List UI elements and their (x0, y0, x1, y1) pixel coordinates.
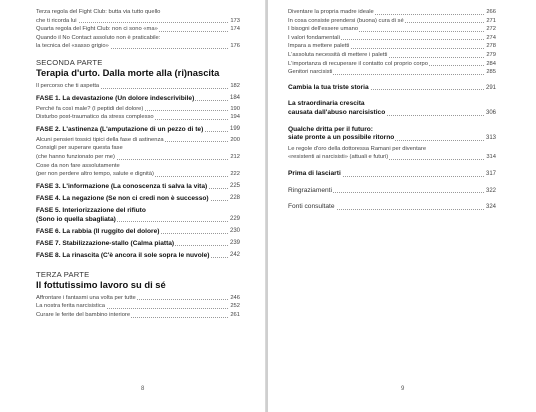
toc-entry-text: Cambia la tua triste storia (288, 83, 369, 91)
toc-entry (288, 60, 496, 69)
toc-entry (288, 51, 496, 60)
toc-chapter (36, 94, 240, 103)
toc-section (288, 100, 496, 117)
toc-entry-text: Qualche dritta per il futuro: (288, 125, 373, 133)
toc-entry (36, 153, 240, 162)
toc-entry-page: 285 (486, 69, 496, 76)
toc-entry (36, 113, 240, 122)
toc-entry-text: In cosa consiste prendersi (buona) cura di sé (288, 17, 404, 24)
toc-entry-text: Impara a mettere paletti (288, 43, 350, 50)
toc-line (288, 109, 496, 118)
toc-entry-text: che ti ricorda lui (36, 17, 77, 24)
toc-line (288, 153, 496, 162)
toc-entry (288, 17, 496, 26)
toc-entry-page: 242 (229, 251, 240, 258)
toc-line (288, 126, 496, 135)
toc-entry-page: 190 (230, 105, 240, 112)
toc-entry-page: 252 (230, 303, 240, 310)
toc-chapter (36, 239, 240, 248)
toc-line (288, 203, 496, 212)
toc-entry (36, 17, 240, 26)
toc-entry-text: Il percorso che ti aspetta (36, 82, 100, 89)
toc-chapter (36, 182, 240, 191)
part-label: SECONDA PARTE (36, 57, 103, 67)
toc-entry-text: FASE 1. La devastazione (Un dolore indescrivibile) (36, 94, 195, 102)
toc-entry-text: (che hanno funzionato per me) (36, 153, 115, 160)
toc-entry (36, 82, 240, 91)
toc-entry-text: FASE 6. La rabbia (Il ruggito del dolore) (36, 227, 160, 235)
toc-entry (36, 34, 240, 43)
toc-entry-text: Disturbo post-traumatico da stress complesso (36, 114, 154, 121)
toc-entry-page: 176 (230, 43, 240, 50)
toc-chapter (36, 251, 240, 260)
toc-section (288, 126, 496, 143)
toc-entry-page: 317 (485, 170, 496, 177)
toc-entry-text: Terza regola del Fight Club: butta via tutto quello (36, 9, 161, 15)
toc-entry-text: Quarta regola del Fight Club: non ci sono «ma» (36, 26, 158, 33)
toc-subsection (288, 145, 496, 162)
toc-entry-text: Perché fa così male? (I peptidi del dolore) (36, 105, 144, 112)
toc-entry (36, 170, 240, 179)
toc-entry-text: L'assoluta necessità di mettere i paletti (288, 51, 388, 58)
toc-entry-page: 272 (486, 26, 496, 33)
page-number: 8 (141, 386, 145, 392)
toc-line (288, 100, 496, 109)
toc-entry-text: La straordinaria crescita (288, 100, 365, 108)
toc-entry-page: 274 (486, 34, 496, 41)
toc-entry-text: La nostra ferita narcisistica (36, 303, 105, 310)
toc-entry-text: siate pronte a un possibile ritorno (288, 134, 395, 142)
toc-entry (288, 34, 496, 43)
toc-entry (36, 294, 240, 303)
toc-entry-text: FASE 5. Interiorizzazione del rifiuto (36, 206, 146, 214)
toc-entry-page: 261 (230, 311, 240, 318)
toc-entry-page: 284 (486, 60, 496, 67)
toc-section (288, 170, 496, 179)
left-toc (36, 8, 240, 320)
toc-entry-page: 266 (486, 9, 496, 15)
toc-entry-page: 239 (229, 239, 240, 246)
toc-entry (288, 25, 496, 34)
toc-entry-page: 199 (229, 125, 240, 132)
toc-entry-page: 230 (229, 227, 240, 234)
toc-entry-page: 313 (485, 135, 496, 142)
toc-entry (36, 136, 240, 145)
toc-chapter (36, 215, 240, 224)
toc-entry (36, 25, 240, 34)
toc-entry-page: 212 (230, 153, 240, 160)
part-label: TERZA PARTE (36, 269, 90, 279)
part-title: Il fottutissimo lavoro su di sé (36, 278, 166, 290)
toc-entry (36, 162, 240, 171)
page-number: 9 (401, 386, 405, 392)
toc-entry-page: 314 (486, 154, 496, 161)
toc-entry-text: Ringraziamenti (288, 186, 332, 194)
toc-entry-page: 174 (230, 26, 240, 33)
toc-entry-page: 291 (485, 84, 496, 91)
toc-entry-page: 194 (230, 114, 240, 121)
toc-chapter (36, 125, 240, 134)
toc-entry-page: 322 (485, 187, 496, 194)
toc-section (288, 84, 496, 93)
toc-line (288, 145, 496, 154)
right-toc (288, 8, 496, 212)
toc-entry-text: (per non perdere altro tempo, salute e dignità) (36, 171, 154, 178)
toc-entry-text: Quando il No Contact assoluto non è praticabile: (36, 34, 161, 41)
toc-section (288, 187, 496, 196)
toc-section (288, 203, 496, 212)
toc-entry-page: 271 (486, 17, 496, 24)
toc-entry (36, 144, 240, 153)
toc-entry-text: FASE 8. La rinascita (C'è ancora il sole sopra le nuvole) (36, 251, 210, 259)
toc-entry-text: FASE 3. L'informazione (La conoscenza ti salva la vita) (36, 182, 208, 190)
toc-entry-text: Genitori narcisisti (288, 69, 333, 76)
toc-entry-page: 182 (230, 82, 240, 89)
toc-entry-text: L'importanza di recuperare il contatto col proprio corpo (288, 60, 428, 67)
toc-line (288, 134, 496, 143)
toc-entry (288, 8, 496, 17)
toc-entry-text: Curare le ferite del bambino interiore (36, 311, 131, 318)
toc-entry-text: Alcuni pensieri tossici tipici della fase di astinenza (36, 136, 164, 143)
toc-entry-text: Prima di lasciarti (288, 169, 341, 177)
toc-line (288, 84, 496, 93)
toc-entry-text: Diventare la propria madre ideale (288, 9, 374, 15)
toc-entry-page: 306 (485, 109, 496, 116)
toc-entry-text: (Sono io quella sbagliata) (36, 215, 116, 223)
toc-entry (36, 302, 240, 311)
toc-entry-page: 246 (230, 294, 240, 301)
toc-entry-text: I valori fondamentali (288, 34, 340, 41)
toc-entry (288, 68, 496, 77)
toc-entry-page: 173 (230, 17, 240, 24)
toc-entry-text: la tecnica del «sasso grigio» (36, 43, 109, 50)
toc-entry-text: Le regole d'oro della dottoressa Ramani per diventare (288, 145, 427, 152)
toc-entry-text: Affrontare i fantasmi una volta per tutte (36, 294, 136, 301)
toc-entry (36, 105, 240, 114)
right-page (268, 0, 536, 412)
toc-entry-text: FASE 2. L'astinenza (L'amputazione di un pezzo di te) (36, 125, 204, 133)
toc-entry (36, 8, 240, 17)
toc-entry-text: Fonti consultate (288, 203, 335, 211)
part-title: Terapia d'urto. Dalla morte alla (ri)nascita (36, 66, 220, 78)
toc-entry-text: Consigli per superare questa fase (36, 145, 123, 152)
toc-entry-page: 229 (229, 215, 240, 222)
toc-chapter (36, 227, 240, 236)
toc-entry (36, 42, 240, 51)
toc-entry-text: FASE 4. La negazione (Se non ci credi non è successo) (36, 194, 209, 202)
toc-entry-text: I bisogni dell'essere umano (288, 26, 359, 33)
toc-entry-page: 184 (229, 94, 240, 101)
toc-chapter (36, 206, 240, 215)
toc-entry-text: FASE 7. Stabilizzazione-stallo (Calma piatta) (36, 239, 175, 247)
toc-entry-page: 324 (485, 204, 496, 211)
toc-line (288, 187, 496, 196)
toc-entry-text: Cose da non fare assolutamente (36, 162, 120, 169)
toc-entry-page: 278 (486, 43, 496, 50)
toc-line (288, 170, 496, 179)
toc-entry-page: 228 (229, 194, 240, 201)
toc-entry (288, 42, 496, 51)
toc-entry-page: 279 (486, 51, 496, 58)
toc-entry-text: «resistenti ai narcisisti» (attuali e futuri) (288, 154, 389, 161)
toc-entry-page: 225 (229, 182, 240, 189)
toc-chapter (36, 194, 240, 203)
toc-entry-text: causata dall'abuso narcisistico (288, 108, 386, 116)
toc-entry-page: 222 (230, 171, 240, 178)
toc-entry-page: 200 (230, 136, 240, 143)
left-page (0, 0, 266, 412)
toc-entry (36, 311, 240, 320)
